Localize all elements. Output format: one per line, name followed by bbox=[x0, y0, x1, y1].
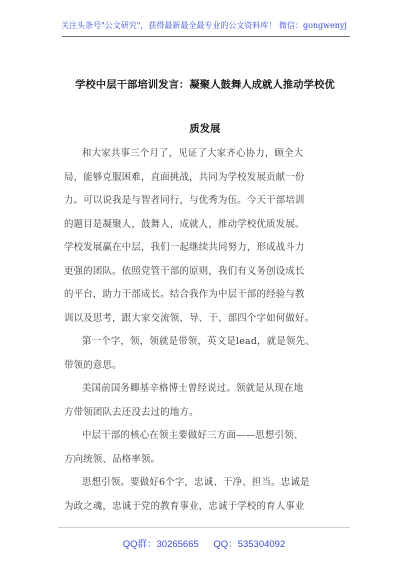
title-line-2: 质发展 bbox=[189, 123, 221, 135]
body-line: 方带领团队去还没去过的地方。 bbox=[64, 406, 199, 418]
body-line: 的题目是凝聚人，鼓舞人，成就人，推动学校优质发展。 bbox=[64, 218, 305, 230]
header-banner: 关注头条号"公文研究"，获得最新最全最专业的公文资料库！ 微信：gongwenyj bbox=[61, 21, 347, 30]
header-divider bbox=[62, 36, 350, 37]
body-line: 方向统领、品格率领。 bbox=[64, 453, 161, 465]
footer-qq-group: QQ群：30265665 bbox=[122, 539, 199, 550]
body-line: 中层干部的核心在领主要做好三方面——思想引领、 bbox=[82, 430, 304, 441]
body-line: 局，能够克服困难，直面挑战，共同为学校发展贡献一份 bbox=[64, 171, 305, 183]
footer bbox=[0, 536, 408, 550]
footer-divider bbox=[58, 527, 350, 528]
body-line: 力。可以说我是与智者同行，与优秀为伍。今天干部培训 bbox=[64, 195, 305, 206]
body-line: 思想引领。要做好6个字，忠诚、干净、担当。忠诚是 bbox=[82, 477, 310, 488]
body-line: 第一个字，领，领就是带领，英文是lead，就是领先、 bbox=[82, 336, 315, 347]
title-line-1: 学校中层干部培训发言：凝聚人鼓舞人成就人推动学校优 bbox=[75, 79, 335, 91]
body-line: 和大家共事三个月了，见证了大家齐心协力，顾全大 bbox=[82, 148, 304, 159]
body-line: 为政之魂，忠诚于党的教育事业，忠诚于学校的育人事业 bbox=[64, 500, 305, 512]
body-line: 美国前国务卿基辛格博士曾经说过。领就是从现在地 bbox=[82, 383, 304, 394]
body-line: 训以及思考，跟大家交流领、导、干、部四个字如何做好。 bbox=[64, 312, 315, 324]
body-line: 的平台，助力干部成长。结合我作为中层干部的经验与教 bbox=[64, 289, 305, 300]
body-line: 学校发展赢在中层，我们一起继续共同努力，形成战斗力 bbox=[64, 242, 305, 253]
body-line: 更强的团队。依照党管干部的原则，我们有义务创设成长 bbox=[64, 265, 305, 277]
body-line: 带领的意思。 bbox=[64, 359, 122, 371]
footer-qq: QQ：535304092 bbox=[213, 539, 286, 550]
